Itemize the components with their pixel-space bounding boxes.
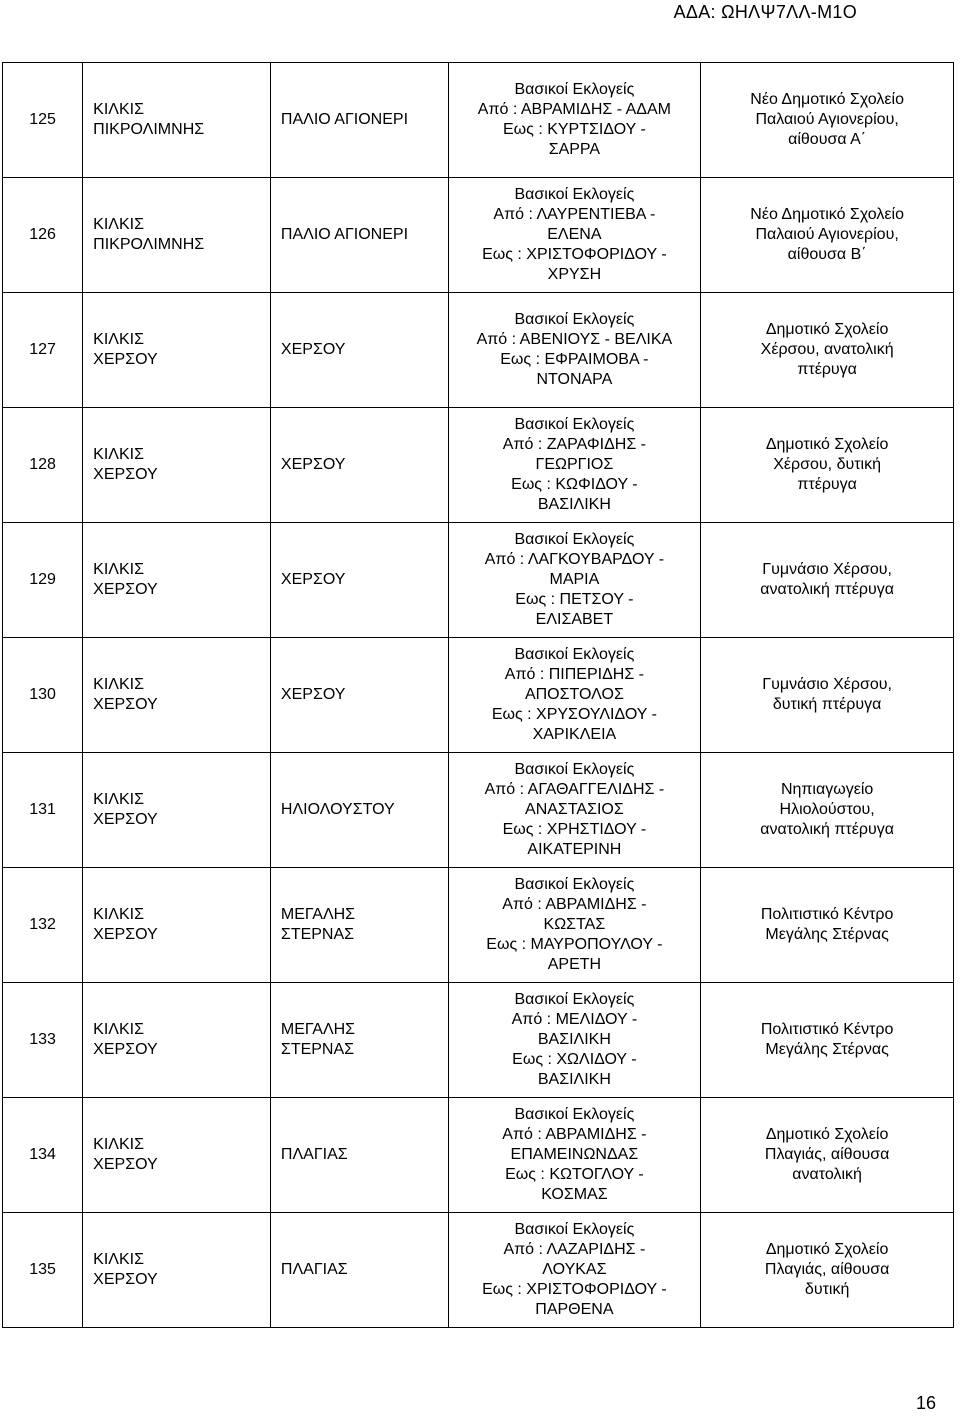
municipality-line: ΚΙΛΚΙΣ xyxy=(93,331,144,348)
table-body xyxy=(3,63,954,1328)
polling-place-line: Πλαγιάς, αίθουσα xyxy=(764,1261,890,1278)
polling-place-cell xyxy=(701,178,954,293)
department-cell xyxy=(270,983,448,1098)
department-line: ΣΤΕΡΝΑΣ xyxy=(280,926,355,943)
voter-range-cell xyxy=(448,753,701,868)
polling-place-line: Δημοτικό Σχολείο xyxy=(765,1241,889,1258)
voter-range-line: Εως : ΕΦΡΑΙΜΟΒΑ - xyxy=(500,351,649,368)
table-row xyxy=(3,408,954,523)
polling-place-line: δυτική πτέρυγα xyxy=(772,696,882,713)
department-cell xyxy=(270,638,448,753)
voter-range-line: Βασικοί Εκλογείς xyxy=(514,311,635,328)
station-number-cell: 133 xyxy=(3,983,83,1098)
department-cell xyxy=(270,753,448,868)
polling-place-line: Δημοτικό Σχολείο xyxy=(765,436,889,453)
municipality-line: ΧΕΡΣΟΥ xyxy=(93,696,158,713)
voter-range-line: Εως : ΚΥΡΤΣΙΔΟΥ - xyxy=(503,121,646,138)
department-cell xyxy=(270,293,448,408)
voter-range-line: Από : ΑΒΕΝΙΟΥΣ - ΒΕΛΙΚΑ xyxy=(476,331,673,348)
municipality-line: ΚΙΛΚΙΣ xyxy=(93,446,144,463)
voter-range-line: ΠΑΡΘΕΝΑ xyxy=(535,1301,614,1318)
station-number-cell: 125 xyxy=(3,63,83,178)
station-number-cell: 134 xyxy=(3,1098,83,1213)
voter-range-line: Εως : ΧΡΙΣΤΟΦΟΡΙΔΟΥ - xyxy=(482,1281,667,1298)
polling-place-cell xyxy=(701,1213,954,1328)
municipality-line: ΠΙΚΡΟΛΙΜΝΗΣ xyxy=(93,236,205,253)
polling-place-cell xyxy=(701,408,954,523)
voter-range-line: ΚΟΣΜΑΣ xyxy=(541,1186,608,1203)
page-number: 16 xyxy=(915,1393,936,1413)
table-row xyxy=(3,63,954,178)
polling-place-line: ανατολική xyxy=(792,1166,862,1183)
voter-range-line: ΕΛΕΝΑ xyxy=(547,226,602,243)
municipality-line: ΧΕΡΣΟΥ xyxy=(93,926,158,943)
voter-range-line: ΑΙΚΑΤΕΡΙΝΗ xyxy=(527,841,622,858)
voter-range-line: ΑΝΑΣΤΑΣΙΟΣ xyxy=(525,801,624,818)
municipality-cell xyxy=(83,753,271,868)
voter-range-line: Από : ΑΓΑΘΑΓΓΕΛΙΔΗΣ - xyxy=(484,781,665,798)
voter-range-line: Βασικοί Εκλογείς xyxy=(514,186,635,203)
voter-range-line: ΚΩΣΤΑΣ xyxy=(543,916,606,933)
polling-place-line: Γυμνάσιο Χέρσου, xyxy=(762,676,892,693)
voter-range-cell xyxy=(448,983,701,1098)
voter-range-cell xyxy=(448,523,701,638)
polling-place-line: πτέρυγα xyxy=(797,361,857,378)
station-number-cell: 127 xyxy=(3,293,83,408)
municipality-line: ΚΙΛΚΙΣ xyxy=(93,101,144,118)
station-number-cell: 129 xyxy=(3,523,83,638)
polling-place-cell xyxy=(701,63,954,178)
polling-place-cell xyxy=(701,1098,954,1213)
polling-place-line: Χέρσου, δυτική xyxy=(773,456,881,473)
voter-range-line: ΧΑΡΙΚΛΕΙΑ xyxy=(532,726,617,743)
department-line: ΧΕΡΣΟΥ xyxy=(280,341,346,358)
voter-range-cell xyxy=(448,1213,701,1328)
polling-place-cell xyxy=(701,523,954,638)
municipality-line: ΚΙΛΚΙΣ xyxy=(93,561,144,578)
voter-range-line: Από : ΑΒΡΑΜΙΔΗΣ - xyxy=(502,896,647,913)
department-cell xyxy=(270,1098,448,1213)
municipality-cell xyxy=(83,523,271,638)
polling-place-cell xyxy=(701,868,954,983)
polling-place-line: Πολιτιστικό Κέντρο xyxy=(760,1021,894,1038)
municipality-line: ΧΕΡΣΟΥ xyxy=(93,581,158,598)
polling-place-line: Πλαγιάς, αίθουσα xyxy=(764,1146,890,1163)
municipality-cell xyxy=(83,63,271,178)
ada-header: ΑΔΑ: ΩΗΛΨ7ΛΛ-Μ1Ο xyxy=(673,2,857,22)
department-line: ΧΕΡΣΟΥ xyxy=(280,571,346,588)
municipality-line: ΠΙΚΡΟΛΙΜΝΗΣ xyxy=(93,121,205,138)
polling-stations-table xyxy=(2,62,954,1328)
department-line: ΜΕΓΑΛΗΣ xyxy=(280,1021,356,1038)
municipality-cell xyxy=(83,408,271,523)
voter-range-line: ΒΑΣΙΛΙΚΗ xyxy=(537,1031,611,1048)
station-number-cell: 126 xyxy=(3,178,83,293)
department-cell xyxy=(270,868,448,983)
voter-range-line: Από : ΠΙΠΕΡΙΔΗΣ - xyxy=(504,666,644,683)
voter-range-cell xyxy=(448,293,701,408)
department-line: ΧΕΡΣΟΥ xyxy=(280,686,346,703)
voter-range-line: Εως : ΜΑΥΡΟΠΟΥΛΟΥ - xyxy=(486,936,663,953)
voter-range-line: ΑΠΟΣΤΟΛΟΣ xyxy=(524,686,624,703)
voter-range-line: Βασικοί Εκλογείς xyxy=(514,876,635,893)
polling-place-cell xyxy=(701,293,954,408)
municipality-cell xyxy=(83,983,271,1098)
polling-place-line: Παλαιού Αγιονερίου, xyxy=(755,111,899,128)
polling-place-line: Πολιτιστικό Κέντρο xyxy=(760,906,894,923)
voter-range-line: Από : ΑΒΡΑΜΙΔΗΣ - xyxy=(502,1126,647,1143)
voter-range-line: ΑΡΕΤΗ xyxy=(547,956,602,973)
voter-range-line: Βασικοί Εκλογείς xyxy=(514,761,635,778)
department-line: ΠΑΛΙΟ ΑΓΙΟΝΕΡΙ xyxy=(280,226,409,243)
voter-range-cell xyxy=(448,638,701,753)
voter-range-cell xyxy=(448,408,701,523)
polling-place-line: Νέο Δημοτικό Σχολείο xyxy=(750,91,904,108)
municipality-line: ΚΙΛΚΙΣ xyxy=(93,791,144,808)
table-row xyxy=(3,523,954,638)
polling-place-line: Δημοτικό Σχολείο xyxy=(765,1126,889,1143)
voter-range-line: ΕΛΙΣΑΒΕΤ xyxy=(535,611,614,628)
voter-range-line: Από : ΖΑΡΑΦΙΔΗΣ - xyxy=(502,436,646,453)
polling-stations-table-wrap xyxy=(2,62,954,1328)
voter-range-line: Εως : ΠΕΤΣΟΥ - xyxy=(515,591,634,608)
polling-place-line: Γυμνάσιο Χέρσου, xyxy=(762,561,892,578)
polling-place-line: δυτική xyxy=(804,1281,850,1298)
department-line: ΠΛΑΓΙΑΣ xyxy=(280,1261,348,1278)
table-row xyxy=(3,178,954,293)
voter-range-line: Από : ΛΑΥΡΕΝΤΙΕΒΑ - xyxy=(493,206,656,223)
polling-place-line: Δημοτικό Σχολείο xyxy=(765,321,889,338)
voter-range-line: ΛΟΥΚΑΣ xyxy=(542,1261,607,1278)
municipality-line: ΚΙΛΚΙΣ xyxy=(93,1136,144,1153)
voter-range-line: Βασικοί Εκλογείς xyxy=(514,991,635,1008)
municipality-cell xyxy=(83,1098,271,1213)
voter-range-line: Εως : ΧΡΗΣΤΙΔΟΥ - xyxy=(502,821,647,838)
voter-range-line: Εως : ΚΩΦΙΔΟΥ - xyxy=(511,476,638,493)
polling-place-line: πτέρυγα xyxy=(797,476,857,493)
polling-place-cell xyxy=(701,753,954,868)
municipality-line: ΧΕΡΣΟΥ xyxy=(93,1156,158,1173)
municipality-line: ΚΙΛΚΙΣ xyxy=(93,1021,144,1038)
voter-range-cell xyxy=(448,63,701,178)
polling-place-line: Μεγάλης Στέρνας xyxy=(765,926,889,943)
table-row xyxy=(3,753,954,868)
voter-range-line: ΒΑΣΙΛΙΚΗ xyxy=(537,1071,611,1088)
department-line: ΠΛΑΓΙΑΣ xyxy=(280,1146,348,1163)
municipality-cell xyxy=(83,1213,271,1328)
polling-place-line: Παλαιού Αγιονερίου, xyxy=(755,226,899,243)
voter-range-line: Εως : ΚΩΤΟΓΛΟΥ - xyxy=(505,1166,644,1183)
polling-place-line: αίθουσα Β΄ xyxy=(787,246,867,263)
department-line: ΜΕΓΑΛΗΣ xyxy=(280,906,356,923)
municipality-line: ΚΙΛΚΙΣ xyxy=(93,676,144,693)
polling-place-line: ανατολική πτέρυγα xyxy=(760,821,894,838)
municipality-cell xyxy=(83,638,271,753)
table-row xyxy=(3,638,954,753)
department-line: ΣΤΕΡΝΑΣ xyxy=(280,1041,355,1058)
table-row xyxy=(3,868,954,983)
polling-place-line: ανατολική πτέρυγα xyxy=(760,581,894,598)
polling-place-cell xyxy=(701,638,954,753)
municipality-line: ΧΕΡΣΟΥ xyxy=(93,1271,158,1288)
polling-place-line: αίθουσα Α΄ xyxy=(788,131,867,148)
voter-range-cell xyxy=(448,178,701,293)
table-row xyxy=(3,1098,954,1213)
station-number-cell: 130 xyxy=(3,638,83,753)
municipality-line: ΧΕΡΣΟΥ xyxy=(93,466,158,483)
municipality-line: ΚΙΛΚΙΣ xyxy=(93,906,144,923)
voter-range-cell xyxy=(448,1098,701,1213)
department-line: ΗΛΙΟΛΟΥΣΤΟΥ xyxy=(280,801,395,818)
department-cell xyxy=(270,63,448,178)
station-number-cell: 131 xyxy=(3,753,83,868)
municipality-line: ΚΙΛΚΙΣ xyxy=(93,1251,144,1268)
voter-range-line: ΓΕΩΡΓΙΟΣ xyxy=(535,456,614,473)
polling-place-line: Μεγάλης Στέρνας xyxy=(765,1041,889,1058)
voter-range-line: Από : ΜΕΛΙΔΟΥ - xyxy=(511,1011,638,1028)
voter-range-line: Από : ΛΑΖΑΡΙΔΗΣ - xyxy=(503,1241,646,1258)
municipality-cell xyxy=(83,868,271,983)
voter-range-line: Βασικοί Εκλογείς xyxy=(514,416,635,433)
station-number-cell: 132 xyxy=(3,868,83,983)
department-cell xyxy=(270,408,448,523)
voter-range-line: ΜΑΡΙΑ xyxy=(549,571,600,588)
table-row xyxy=(3,1213,954,1328)
polling-place-line: Νέο Δημοτικό Σχολείο xyxy=(750,206,904,223)
voter-range-line: Βασικοί Εκλογείς xyxy=(514,81,635,98)
municipality-line: ΧΕΡΣΟΥ xyxy=(93,351,158,368)
department-line: ΧΕΡΣΟΥ xyxy=(280,456,346,473)
voter-range-line: ΝΤΟΝΑΡΑ xyxy=(536,371,613,388)
station-number-cell: 128 xyxy=(3,408,83,523)
polling-place-line: Χέρσου, ανατολική xyxy=(760,341,894,358)
municipality-line: ΧΕΡΣΟΥ xyxy=(93,1041,158,1058)
polling-place-line: Νηπιαγωγείο xyxy=(780,781,874,798)
voter-range-line: ΣΑΡΡΑ xyxy=(548,141,601,158)
polling-place-cell xyxy=(701,983,954,1098)
station-number-cell: 135 xyxy=(3,1213,83,1328)
voter-range-line: Βασικοί Εκλογείς xyxy=(514,646,635,663)
voter-range-cell xyxy=(448,868,701,983)
voter-range-line: ΕΠΑΜΕΙΝΩΝΔΑΣ xyxy=(510,1146,639,1163)
voter-range-line: Εως : ΧΩΛΙΔΟΥ - xyxy=(512,1051,637,1068)
voter-range-line: Από : ΛΑΓΚΟΥΒΑΡΔΟΥ - xyxy=(484,551,665,568)
voter-range-line: Βασικοί Εκλογείς xyxy=(514,531,635,548)
voter-range-line: Εως : ΧΡΙΣΤΟΦΟΡΙΔΟΥ - xyxy=(482,246,667,263)
department-cell xyxy=(270,178,448,293)
department-line: ΠΑΛΙΟ ΑΓΙΟΝΕΡΙ xyxy=(280,111,409,128)
voter-range-line: ΒΑΣΙΛΙΚΗ xyxy=(537,496,611,513)
municipality-cell xyxy=(83,178,271,293)
voter-range-line: Από : ΑΒΡΑΜΙΔΗΣ - ΑΔΑΜ xyxy=(477,101,671,118)
voter-range-line: Βασικοί Εκλογείς xyxy=(514,1221,635,1238)
department-cell xyxy=(270,523,448,638)
voter-range-line: ΧΡΥΣΗ xyxy=(547,266,602,283)
municipality-line: ΚΙΛΚΙΣ xyxy=(93,216,144,233)
polling-place-line: Ηλιολούστου, xyxy=(779,801,875,818)
department-cell xyxy=(270,1213,448,1328)
voter-range-line: Βασικοί Εκλογείς xyxy=(514,1106,635,1123)
municipality-cell xyxy=(83,293,271,408)
municipality-line: ΧΕΡΣΟΥ xyxy=(93,811,158,828)
table-row xyxy=(3,983,954,1098)
voter-range-line: Εως : ΧΡΥΣΟΥΛΙΔΟΥ - xyxy=(491,706,657,723)
table-row xyxy=(3,293,954,408)
